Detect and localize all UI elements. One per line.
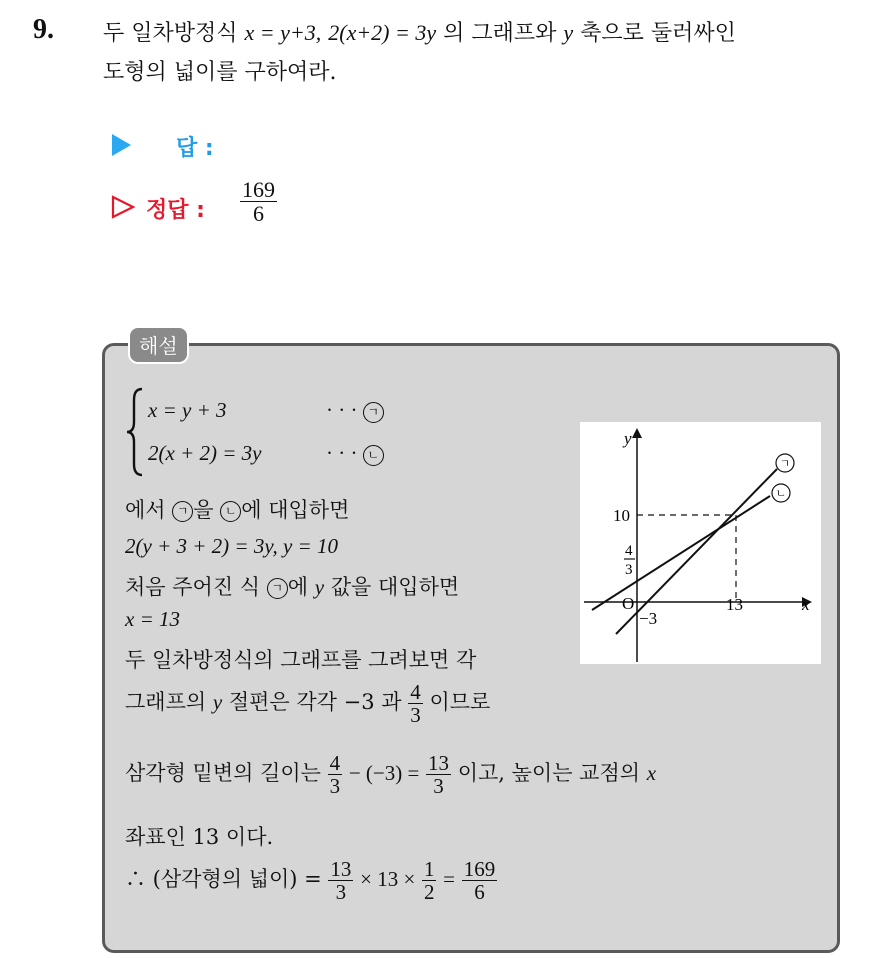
y-axis-arrow-icon: [632, 428, 642, 438]
step-5: 그래프의 y 절편은 각각 −3 과 $\frac{4}{3}$ 이므로: [125, 680, 491, 728]
axis-var: y: [563, 20, 574, 45]
origin-label: O: [622, 594, 635, 613]
system-eq-2: 2(x + 2) = 3y: [148, 441, 262, 465]
question-line-1: [103, 16, 736, 47]
system-eq-2-tag: · · · ㄴ: [326, 441, 384, 466]
answer-arrow-icon: [112, 134, 131, 156]
step-4: 두 일차방정식의 그래프를 그려보면 각: [125, 648, 477, 672]
question-text-end: 축으로 둘러싸인: [580, 21, 736, 46]
mark-1-icon: ㄱ: [363, 402, 384, 423]
tick-4-3-num: 4: [625, 543, 633, 559]
svg-text:ㄴ: ㄴ: [775, 487, 787, 500]
tick-neg3: −3: [639, 609, 658, 628]
question-text-pre: 두 일차방정식: [103, 21, 238, 46]
tick-4-3-den: 3: [625, 562, 633, 578]
mark-2-icon: ㄴ: [363, 445, 384, 466]
x-axis-label: x: [802, 595, 810, 614]
system-brace: [124, 386, 146, 478]
question-line-2: 도형의 넓이를 구하여라.: [103, 60, 337, 85]
graph-panel: [580, 422, 821, 664]
correct-arrow-icon: [110, 194, 136, 220]
svg-text:ㄱ: ㄱ: [779, 457, 791, 470]
step-7: 좌표인 13 이다.: [125, 825, 274, 849]
answer-label: 답 :: [176, 136, 214, 161]
equation-1: x = y+3,: [244, 20, 322, 45]
tick-10: 10: [613, 506, 630, 525]
tick-13: 13: [726, 595, 743, 614]
substitution-line: 에서 ㄱ 을 ㄴ 에 대입하면: [125, 498, 350, 522]
correct-answer-value: $\frac{169}{6}$: [242, 177, 275, 227]
question-number: 9.: [33, 14, 54, 45]
question-text-post: 의 그래프와: [443, 21, 557, 46]
equation-2: 2(x+2) = 3y: [328, 20, 437, 45]
step-3: x = 13: [125, 607, 180, 631]
solution-tab: 해설: [128, 326, 189, 364]
step-1: 2(y + 3 + 2) = 3y, y = 10: [125, 534, 338, 558]
correct-answer-label: 정답 :: [146, 198, 205, 223]
system-eq-1: x = y + 3: [148, 398, 227, 422]
system-eq-1-tag: · · · ㄱ: [326, 398, 384, 423]
step-8: ∴ (삼각형의 넓이) = $\frac{13}{3}$ × 13 × $\frac{1}{2}$ = $\frac{169}{6}$: [125, 857, 496, 905]
y-axis-label: y: [624, 429, 632, 448]
step-2: 처음 주어진 식 ㄱ 에 y 값을 대입하면: [125, 575, 460, 599]
step-6: 삼각형 밑변의 길이는 $\frac{4}{3}$ − (−3) = $\frac{13}{3}$ 이고, 높이는 교점의 x: [125, 751, 657, 799]
line-graph: [580, 422, 821, 664]
